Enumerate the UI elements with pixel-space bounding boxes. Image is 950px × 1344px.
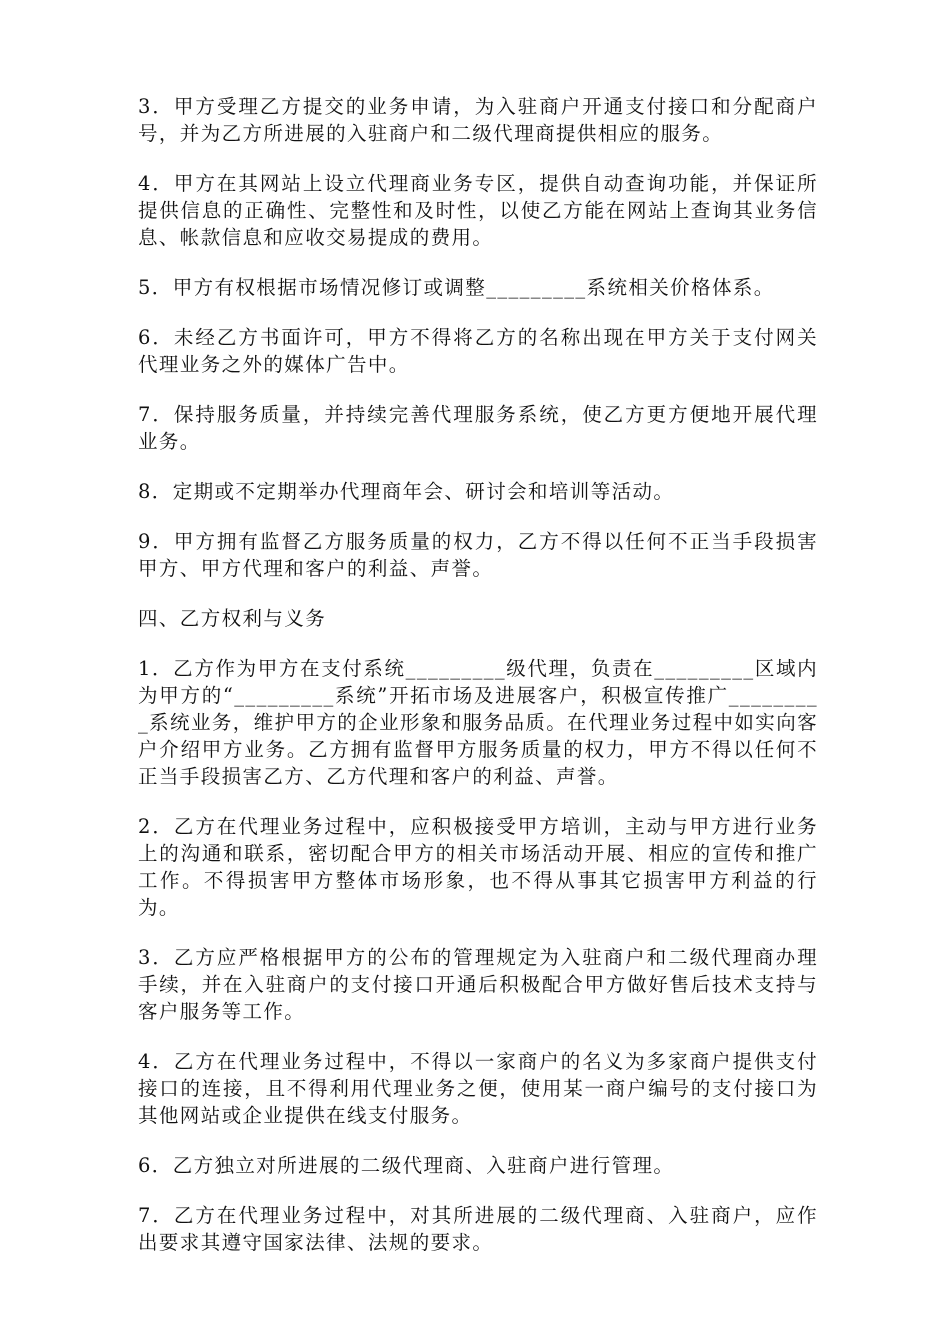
clause-party-a-4: 4．甲方在其网站上设立代理商业务专区，提供自动查询功能，并保证所提供信息的正确性、完整性和及时性，以使乙方能在网站上查询其业务信息、帐款信息和应收交易提成的费用。 (138, 172, 818, 249)
clause-party-b-3: 3．乙方应严格根据甲方的公布的管理规定为入驻商户和二级代理商办理手续，并在入驻商户的支付接口开通后积极配合甲方做好售后技术支持与客户服务等工作。 (138, 946, 818, 1023)
clause-party-a-9: 9．甲方拥有监督乙方服务质量的权力，乙方不得以任何不正当手段损害甲方、甲方代理和客户的利益、声誉。 (138, 530, 818, 580)
clause-party-a-8: 8．定期或不定期举办代理商年会、研讨会和培训等活动。 (138, 480, 675, 503)
clause-party-a-3: 3．甲方受理乙方提交的业务申请，为入驻商户开通支付接口和分配商户号，并为乙方所进展的入驻商户和二级代理商提供相应的服务。 (138, 95, 818, 145)
clause-party-a-7: 7．保持服务质量，并持续完善代理服务系统，使乙方更方便地开展代理业务。 (138, 403, 818, 453)
clause-party-b-6: 6．乙方独立对所进展的二级代理商、入驻商户进行管理。 (138, 1154, 675, 1177)
clause-party-b-7: 7．乙方在代理业务过程中，对其所进展的二级代理商、入驻商户，应作出要求其遵守国家法律、法规的要求。 (138, 1204, 818, 1254)
clause-party-b-2: 2．乙方在代理业务过程中，应积极接受甲方培训，主动与甲方进行业务上的沟通和联系，密切配合甲方的相关市场活动开展、相应的宣传和推广工作。不得损害甲方整体市场形象，也不得从事其它损害甲方利益的行为。 (138, 815, 818, 919)
section-heading-party-b: 四、乙方权利与义务 (138, 607, 327, 630)
clause-party-a-5: 5．甲方有权根据市场情况修订或调整_________系统相关价格体系。 (138, 276, 775, 299)
clause-party-b-1: 1．乙方作为甲方在支付系统_________级代理，负责在_________区域内为甲方的“_________系统”开拓市场及进展客户，积极宣传推广_________系统业务，维护甲方的企业形象和服务品质。在代理业务过程中如实向客户介绍甲方业务。乙方拥有监督甲方服务质量的权力，甲方不得以任何不正当手段损害乙方、乙方代理和客户的利益、声誉。 (138, 657, 818, 788)
document-page (138, 93, 818, 1279)
clause-party-a-6: 6．未经乙方书面许可，甲方不得将乙方的名称出现在甲方关于支付网关代理业务之外的媒体广告中。 (138, 326, 818, 376)
clause-party-b-4: 4．乙方在代理业务过程中，不得以一家商户的名义为多家商户提供支付接口的连接，且不得利用代理业务之便，使用某一商户编号的支付接口为其他网站或企业提供在线支付服务。 (138, 1050, 818, 1127)
